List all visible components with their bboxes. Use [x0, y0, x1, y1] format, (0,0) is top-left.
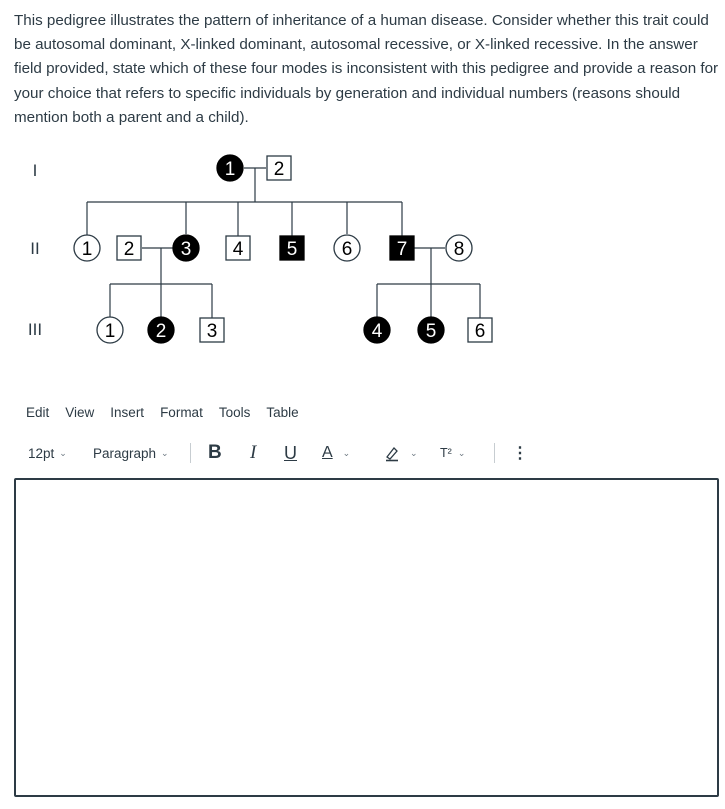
- text-color-button[interactable]: [322, 441, 350, 465]
- menu-edit[interactable]: Edit: [26, 405, 50, 420]
- individual-number: 4: [371, 321, 383, 342]
- individual-number: 4: [232, 239, 244, 260]
- individual-number: 5: [286, 239, 298, 260]
- menu-format[interactable]: Format: [160, 405, 203, 420]
- pedigree-individual-gen2-7: [390, 236, 414, 260]
- chevron-down-icon: ⌄: [59, 447, 67, 458]
- pedigree-individual-gen3-2: [148, 317, 174, 343]
- pedigree-individual-gen2-6: [334, 235, 360, 261]
- chevron-down-icon: ⌄: [410, 447, 418, 458]
- individual-number: 7: [396, 239, 408, 260]
- chevron-down-icon: ⌄: [161, 447, 169, 458]
- menu-view[interactable]: View: [65, 405, 95, 420]
- block-format-select[interactable]: [93, 441, 169, 465]
- pedigree-individual-gen3-6: [468, 318, 492, 342]
- pedigree-individual-gen3-3: [200, 318, 224, 342]
- superscript-icon: T²: [440, 446, 452, 460]
- generation-label: III: [27, 320, 43, 339]
- answer-editor[interactable]: [14, 478, 719, 797]
- pedigree-individual-gen3-4: [364, 317, 390, 343]
- individual-number: 1: [81, 239, 93, 260]
- menu-table[interactable]: Table: [266, 405, 299, 420]
- generation-label: II: [30, 239, 40, 258]
- individual-number: 3: [180, 239, 192, 260]
- pedigree-individual-gen2-5: [280, 236, 304, 260]
- pedigree-individual-gen2-1: [74, 235, 100, 261]
- text-color-icon: A: [322, 444, 333, 461]
- toolbar-divider: [494, 443, 495, 463]
- pedigree-individual-gen2-3: [173, 235, 199, 261]
- question-text: This pedigree illustrates the pattern of inheritance of a human disease. Consider whether this trait could be autosomal dominant, X-linked dominant, autosomal recessive, or X-linked recessive. In the answer field provided, state which of these four modes is inconsistent with this pedigree and provide a reason for your choice that refers to specific individuals by generation and individual numbers (reasons should mention both a parent and a child).: [14, 12, 719, 126]
- block-format-value: Paragraph: [93, 445, 157, 461]
- pedigree-individual-gen2-2: [117, 236, 141, 260]
- pedigree-individual-gen3-5: [418, 317, 444, 343]
- editor-toolbar: [28, 441, 718, 465]
- pedigree-chart: [0, 140, 725, 355]
- individual-number: 1: [224, 159, 236, 180]
- pedigree-individual-gen1-1: [217, 155, 243, 181]
- generation-III-individuals: [97, 317, 492, 343]
- individual-number: 1: [104, 321, 116, 342]
- underline-button[interactable]: U: [284, 442, 297, 463]
- pedigree-individual-gen3-1: [97, 317, 123, 343]
- generation-II-individuals: [74, 235, 472, 261]
- italic-button[interactable]: I: [250, 442, 257, 463]
- individual-number: 6: [341, 239, 353, 260]
- toolbar-divider: [190, 443, 191, 463]
- individual-number: 6: [474, 321, 486, 342]
- highlighter-icon: [384, 444, 400, 462]
- more-options-button[interactable]: ⋮: [512, 445, 528, 462]
- individual-number: 8: [453, 239, 465, 260]
- chevron-down-icon: ⌄: [342, 447, 351, 458]
- superscript-button[interactable]: [440, 441, 465, 465]
- individual-number: 5: [425, 321, 437, 342]
- highlight-color-button[interactable]: [384, 441, 418, 465]
- question-text-block: [14, 9, 720, 130]
- editor-menubar: [26, 405, 299, 425]
- individual-number: 2: [123, 239, 135, 260]
- chevron-down-icon: ⌄: [457, 447, 466, 458]
- font-size-select[interactable]: [28, 441, 67, 465]
- individual-number: 2: [155, 321, 167, 342]
- pedigree-individual-gen1-2: [267, 156, 291, 180]
- pedigree-individual-gen2-4: [226, 236, 250, 260]
- pedigree-individual-gen2-8: [446, 235, 472, 261]
- individual-number: 2: [273, 159, 285, 180]
- menu-tools[interactable]: Tools: [218, 405, 251, 420]
- menu-insert[interactable]: Insert: [110, 405, 145, 420]
- individual-number: 3: [206, 321, 218, 342]
- font-size-value: 12pt: [28, 445, 55, 461]
- bold-button[interactable]: B: [208, 442, 222, 463]
- generation-label: I: [32, 161, 38, 180]
